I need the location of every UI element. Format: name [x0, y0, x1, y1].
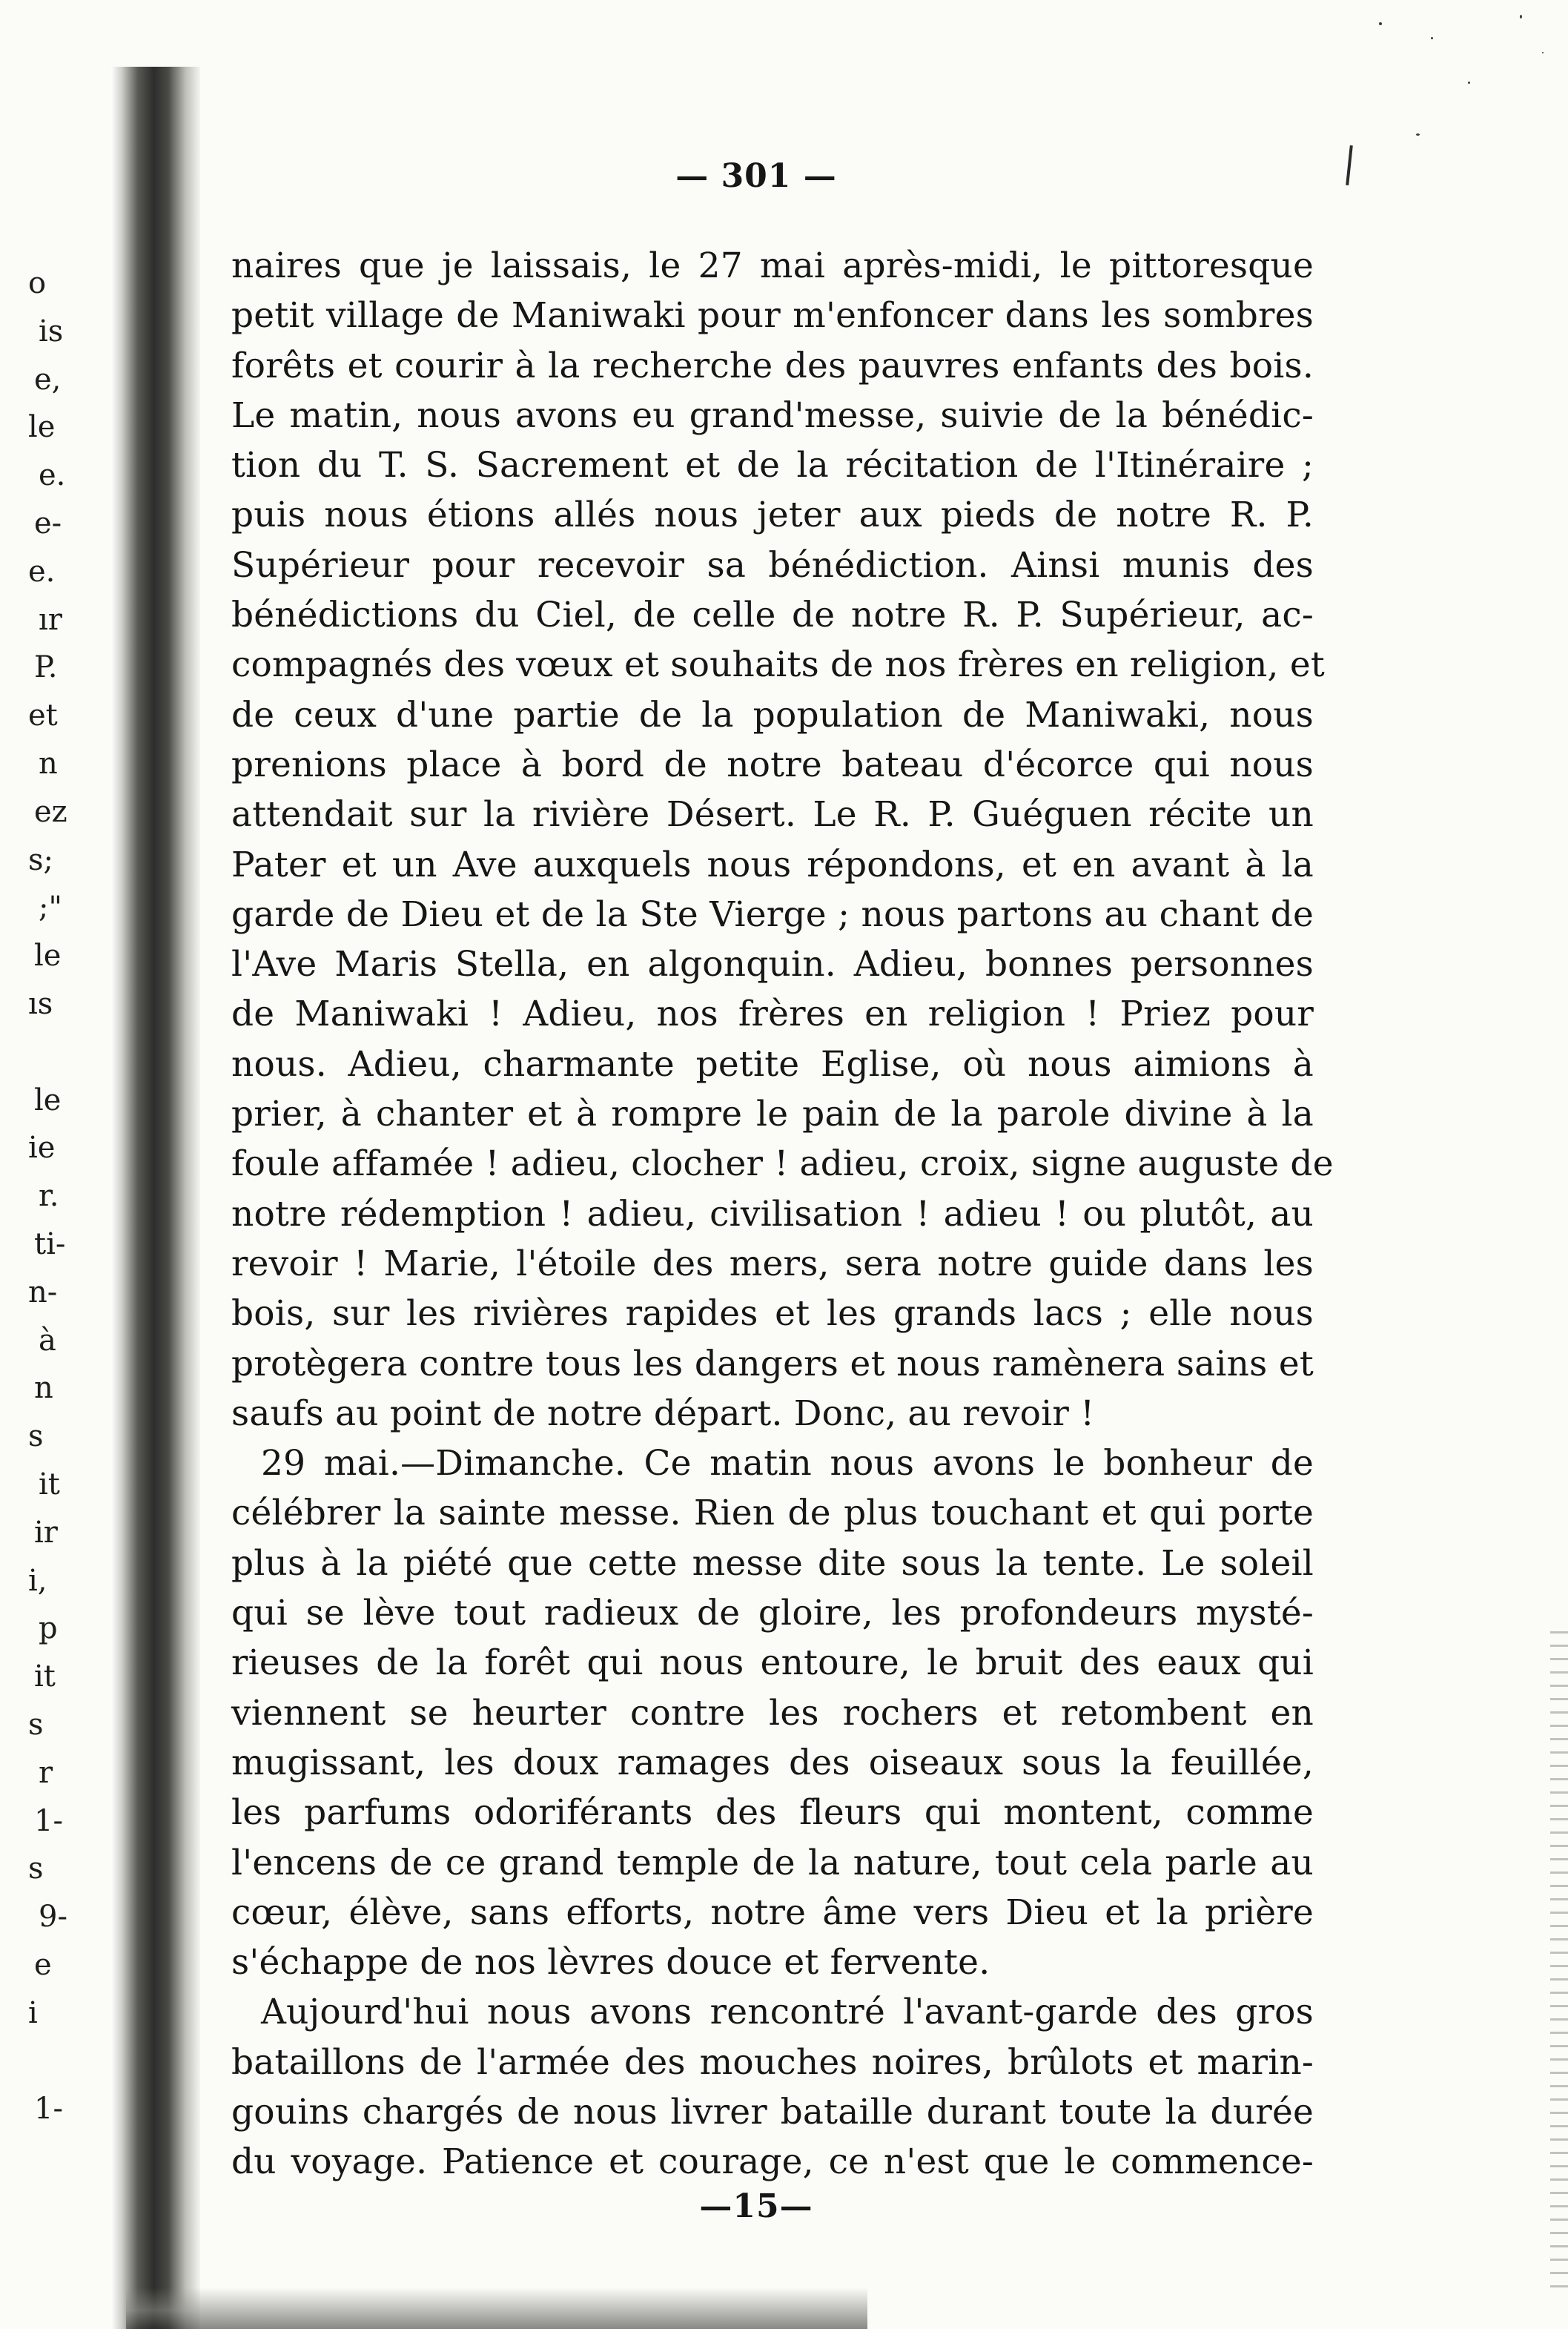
text-line: les parfums odoriférants des fleurs qui montent, comme [231, 1792, 1314, 1834]
bleed-fragment: ır [39, 602, 62, 637]
bleed-fragment: o [28, 266, 47, 300]
bleed-fragment: it [34, 1659, 56, 1694]
text-line: forêts et courir à la recherche des pauvres enfants des bois. [231, 345, 1314, 386]
text-line: rieuses de la forêt qui nous entoure, le bruit des eaux qui [231, 1642, 1314, 1684]
text-line: s'échappe de nos lèvres douce et fervente. [231, 1942, 990, 1983]
text-line: revoir ! Marie, l'étoile des mers, sera notre guide dans les [231, 1243, 1314, 1284]
bleed-fragment: i, [28, 1563, 47, 1598]
text-line: Pater et un Ave auxquels nous répondons, et en avant à la [231, 844, 1314, 885]
bleed-fragment: n [34, 1371, 53, 1406]
page-number: — 301 — [675, 157, 837, 195]
text-line: viennent se heurter contre les rochers et retombent en [231, 1692, 1314, 1734]
bleed-fragment: 1- [34, 2092, 63, 2127]
bleed-fragment: ez [34, 794, 67, 829]
text-line: bénédictions du Ciel, de celle de notre R. P. Supérieur, ac- [231, 595, 1314, 636]
bleed-fragment: le [28, 410, 56, 445]
text-line: du voyage. Patience et courage, ce n'est que le commence- [231, 2141, 1314, 2183]
text-line: puis nous étions allés nous jeter aux pieds de notre R. P. [231, 495, 1314, 536]
bleed-fragment [6, 1028, 117, 1077]
text-line: mugissant, les doux ramages des oiseaux sous la feuillée, [231, 1742, 1314, 1783]
text-line: compagnés des vœux et souhaits de nos frères en religion, et [231, 644, 1325, 686]
text-line: Le matin, nous avons eu grand'messe, suivie de la bénédic- [231, 394, 1314, 436]
text-line: nous. Adieu, charmante petite Eglise, où nous aimions à [231, 1043, 1314, 1085]
text-line: saufs au point de notre départ. Donc, au revoir ! [231, 1393, 1095, 1434]
text-line: de Maniwaki ! Adieu, nos frères en religion ! Priez pour [231, 994, 1314, 1035]
bleed-fragment [6, 2037, 117, 2085]
bleed-fragment: ir [34, 1515, 58, 1550]
text-line: notre rédemption ! adieu, civilisation ! adieu ! ou plutôt, au [231, 1193, 1314, 1235]
bleed-fragment: e. [39, 458, 66, 493]
bleed-fragment: 9- [39, 1900, 67, 1935]
bleed-fragment: ;" [39, 891, 62, 925]
text-line: gouins chargés de nous livrer bataille durant toute la durée [231, 2091, 1314, 2133]
bleed-fragment: le [34, 1083, 62, 1117]
bleed-fragment: P. [34, 650, 58, 685]
text-line: bataillons de l'armée des mouches noires, brûlots et marin- [231, 2041, 1314, 2083]
bleed-fragment: le [34, 939, 62, 974]
bleed-fragment: ti- [34, 1226, 66, 1261]
bleed-fragment: s [28, 1707, 44, 1742]
bleed-fragment: n [39, 746, 58, 781]
bleed-fragment: ıs [28, 986, 53, 1021]
text-line: garde de Dieu et de la Ste Vierge ; nous partons au chant de [231, 893, 1314, 935]
text-line: prenions place à bord de notre bateau d'écorce qui nous [231, 744, 1314, 785]
bleed-fragment: e, [34, 362, 62, 397]
bleed-fragment: r. [39, 1179, 59, 1214]
body-text [231, 241, 1334, 2187]
text-line: Supérieur pour recevoir sa bénédiction. Ainsi munis des [231, 544, 1314, 586]
text-line: 29 mai.—Dimanche. Ce matin nous avons le bonheur de [261, 1443, 1314, 1484]
text-line: de ceux d'une partie de la population de Maniwaki, nous [231, 694, 1314, 736]
bleed-fragment: it [39, 1467, 60, 1502]
text-line: petit village de Maniwaki pour m'enfoncer dans les sombres [231, 295, 1314, 337]
bleed-fragment: s [28, 1851, 44, 1886]
bleed-fragment: à [39, 1323, 56, 1358]
text-line: naires que je laissais, le 27 mai après-midi, le pittoresque [231, 245, 1314, 286]
facing-page-bleed [6, 260, 117, 2133]
text-line: tion du T. S. Sacrement et de la récitation de l'Itinéraire ; [231, 445, 1314, 486]
text-line: l'encens de ce grand temple de la nature, tout cela parle au [231, 1842, 1314, 1883]
bleed-fragment: n- [28, 1275, 58, 1309]
text-line: foule affamée ! adieu, clocher ! adieu, croix, signe auguste de [231, 1143, 1334, 1185]
text-line: protègera contre tous les dangers et nous ramènera sains et [231, 1343, 1314, 1384]
scan-specks [1297, 0, 1568, 311]
bleed-fragment: is [39, 314, 64, 348]
signature-mark: —15— [699, 2187, 813, 2225]
bleed-fragment: e- [34, 506, 62, 541]
bleed-fragment: p [39, 1611, 58, 1646]
bleed-fragment: ie [28, 1131, 56, 1166]
bleed-fragment: e. [28, 554, 56, 589]
bleed-fragment: et [28, 698, 58, 733]
text-line: prier, à chanter et à rompre le pain de la parole divine à la [231, 1094, 1314, 1135]
text-line: bois, sur les rivières rapides et les grands lacs ; elle nous [231, 1293, 1314, 1335]
bleed-fragment: s [28, 1419, 44, 1454]
text-line: plus à la piété que cette messe dite sous la tente. Le soleil [231, 1542, 1314, 1584]
edge-noise [1550, 1631, 1568, 2299]
bottom-shadow [126, 2287, 867, 2329]
text-line: célébrer la sainte messe. Rien de plus touchant et qui porte [231, 1493, 1314, 1534]
bleed-fragment: e [34, 1947, 52, 1982]
bleed-fragment: r [39, 1755, 53, 1790]
text-line: cœur, élève, sans efforts, notre âme vers Dieu et la prière [231, 1892, 1314, 1933]
binding-gutter [111, 67, 200, 2329]
bleed-fragment: i [28, 1995, 38, 2030]
bleed-fragment: s; [28, 842, 54, 877]
text-line: l'Ave Maris Stella, en algonquin. Adieu, bonnes personnes [231, 944, 1314, 985]
text-line: attendait sur la rivière Désert. Le R. P. Guéguen récite un [231, 794, 1314, 836]
text-line: qui se lève tout radieux de gloire, les profondeurs mysté- [231, 1593, 1314, 1634]
text-line: Aujourd'hui nous avons rencontré l'avant-garde des gros [261, 1992, 1314, 2033]
bleed-fragment: 1- [34, 1803, 63, 1838]
